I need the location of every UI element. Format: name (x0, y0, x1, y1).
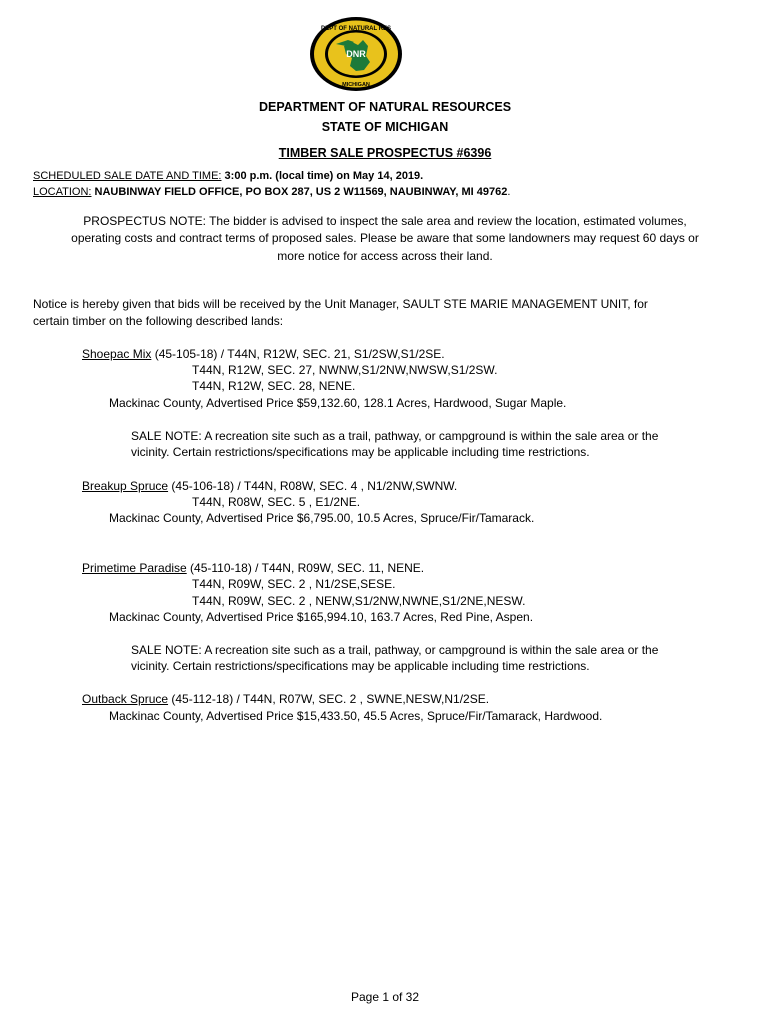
sale-note-line: vicinity. Certain restrictions/specifications may be applicable including time restrictions. (131, 445, 590, 459)
svg-text:DEPT OF NATURAL RES: DEPT OF NATURAL RES (320, 26, 392, 32)
state-heading: STATE OF MICHIGAN (321, 120, 449, 134)
sale-name: Primetime Paradise (82, 561, 187, 575)
sale-primetime-paradise (82, 561, 424, 575)
sale-county-price: Mackinac County, Advertised Price $6,795.00, 10.5 Acres, Spruce/Fir/Tamarack. (109, 511, 535, 525)
sale-legal-line: T44N, R09W, SEC. 2 , N1/2SE,SESE. (192, 577, 396, 591)
sale-name: Outback Spruce (82, 692, 169, 706)
sale-note-line: SALE NOTE: A recreation site such as a trail, pathway, or campground is within the sale area or the (131, 643, 659, 657)
sale-legal-line: T44N, R08W, SEC. 5 , E1/2NE. (192, 495, 361, 509)
sale-shoepac-mix (82, 347, 445, 361)
sale-note-line: vicinity. Certain restrictions/specifications may be applicable including time restrictions. (131, 659, 590, 673)
prospectus-title: TIMBER SALE PROSPECTUS #6396 (278, 146, 492, 160)
schedule-value: 3:00 p.m. (local time) on May 14, 2019. (221, 170, 424, 182)
schedule-line (33, 170, 423, 182)
sale-legal-description: (45-106-18) / T44N, R08W, SEC. 4 , N1/2NW,SWNW. (168, 479, 458, 493)
sale-legal-line: T44N, R12W, SEC. 27, NWNW,S1/2NW,NWSW,S1/2SW. (192, 363, 498, 377)
prospectus-note: PROSPECTUS NOTE: The bidder is advised to inspect the sale area and review the location, estimated volumes, operating costs and contract terms of proposed sales. Please be aware that some landowners may request 60 days or more notice for access across their land. (71, 214, 699, 263)
sale-legal-line: T44N, R09W, SEC. 2 , NENW,S1/2NW,NWNE,S1/2NE,NESW. (192, 594, 526, 608)
location-line (33, 186, 510, 198)
sale-outback-spruce (82, 692, 489, 706)
sale-county-price: Mackinac County, Advertised Price $165,994.10, 163.7 Acres, Red Pine, Aspen. (109, 610, 534, 624)
notice-line-2: certain timber on the following described lands: (33, 314, 284, 328)
location-end: . (507, 186, 511, 198)
schedule-label: SCHEDULED SALE DATE AND TIME: (33, 170, 222, 182)
location-value: NAUBINWAY FIELD OFFICE, PO BOX 287, US 2 W11569, NAUBINWAY, MI 49762 (91, 186, 508, 198)
department-heading: DEPARTMENT OF NATURAL RESOURCES (258, 100, 512, 114)
notice-line-1: Notice is hereby given that bids will be received by the Unit Manager, SAULT STE MARIE MANAGEMENT UNIT, for (33, 297, 648, 311)
sale-legal-line: T44N, R12W, SEC. 28, NENE. (192, 379, 356, 393)
page-number: Page 1 of 32 (350, 990, 420, 1004)
sale-breakup-spruce (82, 479, 457, 493)
svg-text:DNR: DNR (346, 49, 366, 59)
sale-note-line: SALE NOTE: A recreation site such as a trail, pathway, or campground is within the sale area or the (131, 429, 659, 443)
location-label: LOCATION: (33, 186, 92, 198)
sale-name: Shoepac Mix (82, 347, 152, 361)
sale-county-price: Mackinac County, Advertised Price $15,433.50, 45.5 Acres, Spruce/Fir/Tamarack, Hardwood. (109, 709, 603, 723)
sale-legal-description: (45-105-18) / T44N, R12W, SEC. 21, S1/2SW,S1/2SE. (151, 347, 445, 361)
sale-name: Breakup Spruce (82, 479, 169, 493)
dnr-seal-logo (308, 16, 404, 92)
sale-county-price: Mackinac County, Advertised Price $59,132.60, 128.1 Acres, Hardwood, Sugar Maple. (109, 396, 567, 410)
sale-legal-description: (45-112-18) / T44N, R07W, SEC. 2 , SWNE,NESW,N1/2SE. (168, 692, 490, 706)
sale-legal-description: (45-110-18) / T44N, R09W, SEC. 11, NENE. (186, 561, 425, 575)
svg-text:MICHIGAN: MICHIGAN (342, 82, 370, 88)
